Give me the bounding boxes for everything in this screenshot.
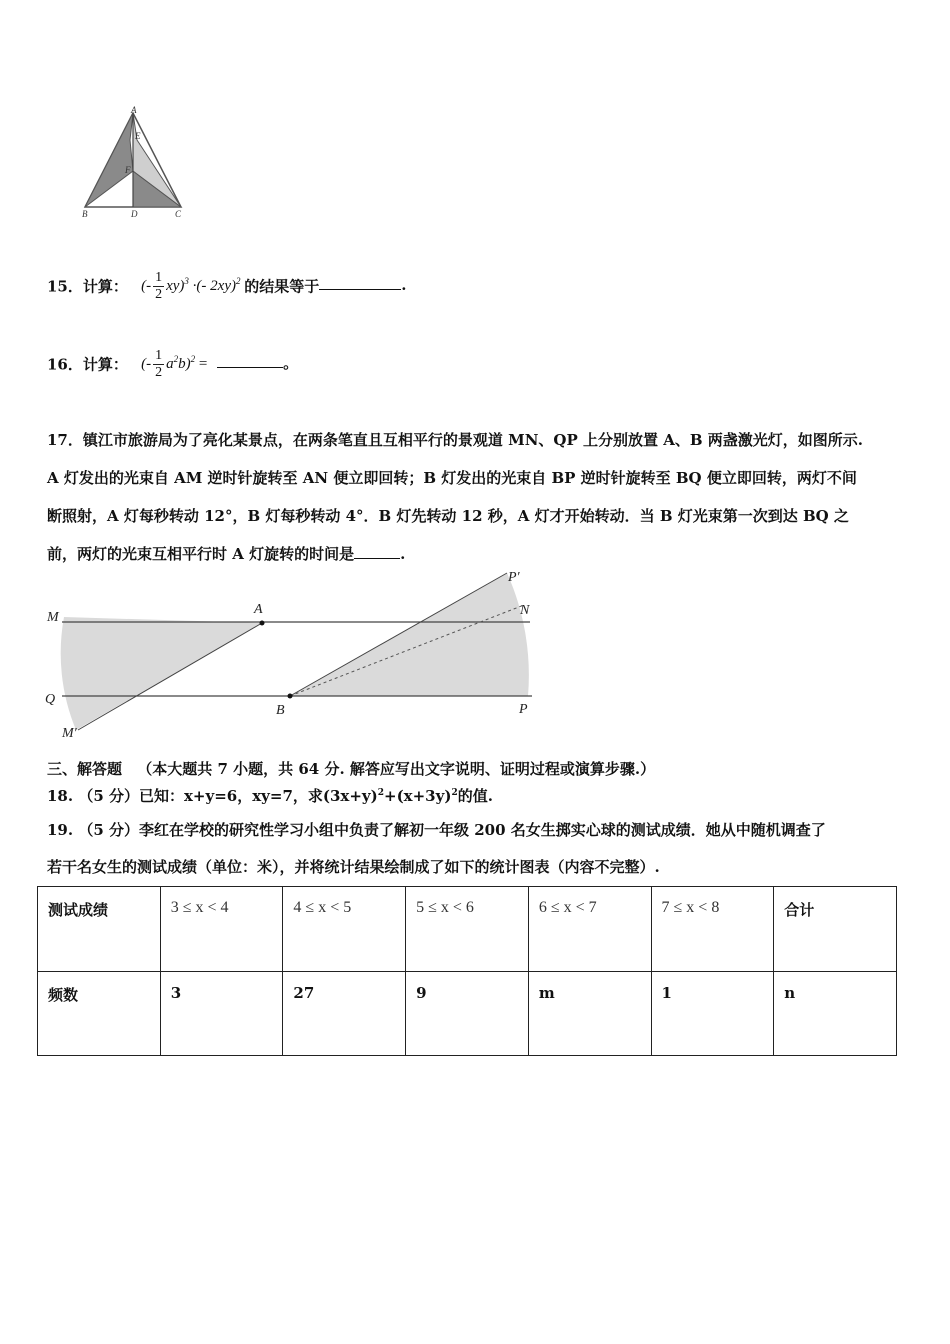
label-N: N [520, 603, 530, 618]
table-cell: 频数 [38, 971, 161, 1056]
q17-line-1: 17．镇江市旅游局为了亮化某景点，在两条笔直且互相平行的景观道 MN、QP 上分别放置 A、B 两盏激光灯，如图所示. [47, 431, 863, 449]
table-cell: 3 ≤ x < 4 [160, 887, 283, 972]
q16-fraction: $\frac{1}{2}$ [155, 348, 163, 380]
label-E: E [135, 131, 141, 141]
q16-number: 16．计算： [47, 355, 128, 374]
q19-line-1: 19. （5 分）李红在学校的研究性学习小组中负责了解初一年级 200 名女生掷实心球的测试成绩．她从中随机调查了 [47, 821, 826, 839]
lamp-A [260, 621, 265, 626]
lamp-B-sector [290, 573, 529, 696]
label-M: M [47, 610, 59, 625]
q17-line-4: 前，两灯的光束互相平行时 A 灯旋转的时间是 . [47, 545, 406, 563]
table-cell: 4 ≤ x < 5 [283, 887, 406, 972]
label-A: A [254, 602, 263, 617]
section-3-heading: 三、解答题 （本大题共 7 小题，共 64 分. 解答应写出文字说明、证明过程或演算步骤.） [47, 760, 656, 778]
q15-answer-blank [319, 275, 401, 290]
label-A: A [131, 105, 137, 115]
q16-answer-blank [217, 353, 283, 368]
label-P: P [519, 702, 528, 717]
table-cell: 27 [283, 971, 406, 1056]
label-C: C [175, 209, 182, 219]
lamp-B [288, 694, 293, 699]
table-row [38, 971, 897, 1056]
table-cell: 6 ≤ x < 7 [528, 887, 651, 972]
table-cell: 1 [651, 971, 774, 1056]
table-cell: 5 ≤ x < 6 [406, 887, 529, 972]
q17-line-3: 断照射，A 灯每秒转动 12°，B 灯每秒转动 4°．B 灯先转动 12 秒，A 灯才开始转动．当 B 灯光束第一次到达 BQ 之 [47, 507, 849, 525]
label-Q: Q [45, 692, 56, 707]
label-D: D [131, 209, 138, 219]
table-cell: 7 ≤ x < 8 [651, 887, 774, 972]
table-cell: 合计 [774, 887, 897, 972]
label-B: B [82, 209, 88, 219]
table-cell: 测试成绩 [38, 887, 161, 972]
shaded-left-region [85, 113, 133, 207]
q15-number: 15．计算： [47, 277, 128, 296]
table-cell: n [774, 971, 897, 1056]
laser-figure [40, 565, 540, 745]
q17-answer-blank [354, 544, 400, 559]
q19-line-2: 若干名女生的测试成绩（单位：米），并将统计结果绘制成了如下的统计图表（内容不完整）. [47, 858, 660, 876]
question-18: 18. （5 分）已知：x+y=6，xy=7，求$(3x+y)^2+(x+3y)^2$的值. [47, 787, 493, 805]
q15-expression: (- $\frac{1}{2}$ xy)$^3$ ·(- 2xy)$^2$ [141, 270, 241, 302]
label-B: B [276, 703, 285, 718]
triangle-figure [75, 105, 195, 220]
label-M-prime: M′ [62, 726, 77, 741]
question-16: 16．计算： (- $\frac{1}{2}$ $a^2b)^2$ = 。 [47, 348, 299, 380]
q15-suffix: 的结果等于 [244, 277, 320, 296]
q16-expression: (- $\frac{1}{2}$ $a^2b)^2$ = [141, 348, 208, 380]
q15-fraction: $\frac{1}{2}$ [155, 270, 163, 302]
label-F: F [125, 165, 131, 175]
q17-line-2: A 灯发出的光束自 AM 逆时针旋转至 AN 便立即回转；B 灯发出的光束自 BP 逆时针旋转至 BQ 便立即回转，两灯不间 [47, 469, 857, 487]
table-header-row [38, 887, 897, 972]
label-P-prime: P′ [508, 570, 520, 585]
table-cell: 9 [406, 971, 529, 1056]
question-15: 15．计算： (- $\frac{1}{2}$ xy)$^3$ ·(- 2xy)$^2$ 的结果等于 . [47, 270, 407, 302]
score-frequency-table [37, 886, 897, 1056]
table-cell: m [528, 971, 651, 1056]
table-cell: 3 [160, 971, 283, 1056]
lamp-A-sector [61, 617, 262, 730]
